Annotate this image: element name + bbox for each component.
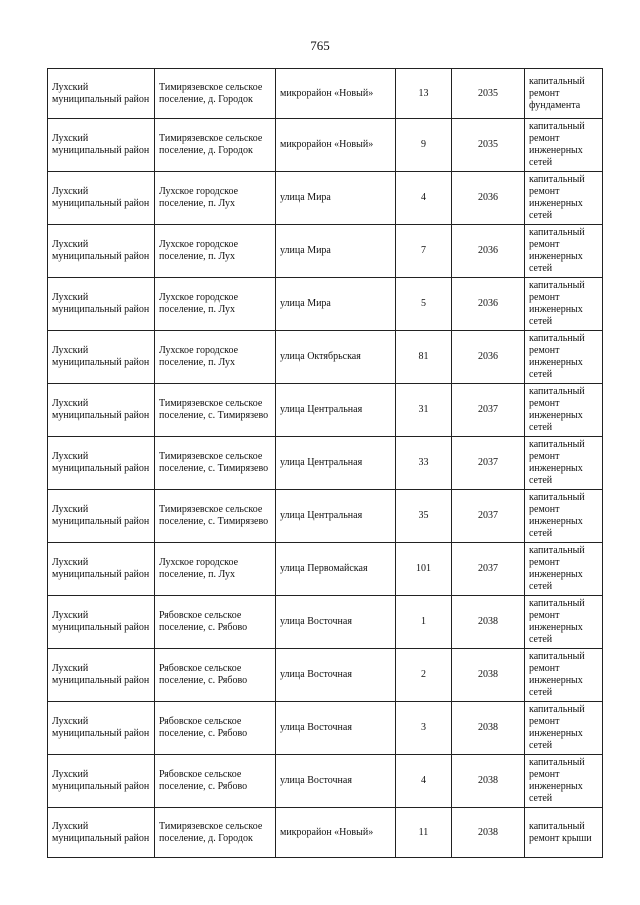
- year-cell: 2036: [452, 278, 525, 331]
- settlement-cell: Лухское городское поселение, п. Лух: [155, 331, 276, 384]
- settlement-cell: Лухское городское поселение, п. Лух: [155, 172, 276, 225]
- street-cell: улица Центральная: [276, 437, 396, 490]
- year-cell: 2035: [452, 119, 525, 172]
- street-cell: улица Первомайская: [276, 543, 396, 596]
- district-cell: Лухский муниципальный район: [48, 755, 155, 808]
- settlement-cell: Рябовское сельское поселение, с. Рябово: [155, 702, 276, 755]
- settlement-cell: Тимирязевское сельское поселение, д. Городок: [155, 119, 276, 172]
- settlement-cell: Лухское городское поселение, п. Лух: [155, 543, 276, 596]
- street-cell: микрорайон «Новый»: [276, 119, 396, 172]
- settlement-cell: Тимирязевское сельское поселение, с. Тимирязево: [155, 490, 276, 543]
- house-number-cell: 1: [396, 596, 452, 649]
- house-number-cell: 11: [396, 808, 452, 858]
- street-cell: улица Центральная: [276, 490, 396, 543]
- district-cell: Лухский муниципальный район: [48, 172, 155, 225]
- settlement-cell: Лухское городское поселение, п. Лух: [155, 278, 276, 331]
- work-type-cell: капитальный ремонт инженерных сетей: [525, 119, 603, 172]
- settlement-cell: Тимирязевское сельское поселение, д. Городок: [155, 808, 276, 858]
- district-cell: Лухский муниципальный район: [48, 808, 155, 858]
- year-cell: 2035: [452, 69, 525, 119]
- table-row: [48, 69, 603, 119]
- year-cell: 2037: [452, 543, 525, 596]
- street-cell: микрорайон «Новый»: [276, 69, 396, 119]
- district-cell: Лухский муниципальный район: [48, 225, 155, 278]
- work-type-cell: капитальный ремонт инженерных сетей: [525, 596, 603, 649]
- table-row: [48, 331, 603, 384]
- house-number-cell: 81: [396, 331, 452, 384]
- table-row: [48, 649, 603, 702]
- table-row: [48, 490, 603, 543]
- table-row: [48, 755, 603, 808]
- work-type-cell: капитальный ремонт крыши: [525, 808, 603, 858]
- table-row: [48, 702, 603, 755]
- work-type-cell: капитальный ремонт инженерных сетей: [525, 331, 603, 384]
- district-cell: Лухский муниципальный район: [48, 543, 155, 596]
- table-row: [48, 384, 603, 437]
- house-number-cell: 4: [396, 172, 452, 225]
- work-type-cell: капитальный ремонт инженерных сетей: [525, 755, 603, 808]
- work-type-cell: капитальный ремонт инженерных сетей: [525, 649, 603, 702]
- work-type-cell: капитальный ремонт инженерных сетей: [525, 384, 603, 437]
- table-row: [48, 119, 603, 172]
- settlement-cell: Рябовское сельское поселение, с. Рябово: [155, 755, 276, 808]
- table-row: [48, 596, 603, 649]
- house-number-cell: 33: [396, 437, 452, 490]
- year-cell: 2036: [452, 331, 525, 384]
- house-number-cell: 35: [396, 490, 452, 543]
- district-cell: Лухский муниципальный район: [48, 69, 155, 119]
- street-cell: улица Восточная: [276, 702, 396, 755]
- street-cell: улица Мира: [276, 172, 396, 225]
- year-cell: 2036: [452, 172, 525, 225]
- settlement-cell: Рябовское сельское поселение, с. Рябово: [155, 649, 276, 702]
- year-cell: 2038: [452, 596, 525, 649]
- table-row: [48, 225, 603, 278]
- work-type-cell: капитальный ремонт фундамента: [525, 69, 603, 119]
- work-type-cell: капитальный ремонт инженерных сетей: [525, 172, 603, 225]
- settlement-cell: Тимирязевское сельское поселение, д. Городок: [155, 69, 276, 119]
- settlement-cell: Рябовское сельское поселение, с. Рябово: [155, 596, 276, 649]
- house-number-cell: 31: [396, 384, 452, 437]
- district-cell: Лухский муниципальный район: [48, 331, 155, 384]
- table-row: [48, 172, 603, 225]
- page-number: 765: [310, 38, 330, 53]
- settlement-cell: Лухское городское поселение, п. Лух: [155, 225, 276, 278]
- year-cell: 2037: [452, 437, 525, 490]
- table-body: [48, 69, 603, 858]
- house-number-cell: 2: [396, 649, 452, 702]
- table-row: [48, 808, 603, 858]
- street-cell: улица Восточная: [276, 755, 396, 808]
- settlement-cell: Тимирязевское сельское поселение, с. Тимирязево: [155, 437, 276, 490]
- table-row: [48, 437, 603, 490]
- year-cell: 2036: [452, 225, 525, 278]
- year-cell: 2037: [452, 490, 525, 543]
- work-type-cell: капитальный ремонт инженерных сетей: [525, 278, 603, 331]
- table-row: [48, 278, 603, 331]
- work-type-cell: капитальный ремонт инженерных сетей: [525, 437, 603, 490]
- house-number-cell: 7: [396, 225, 452, 278]
- street-cell: улица Мира: [276, 278, 396, 331]
- street-cell: улица Центральная: [276, 384, 396, 437]
- district-cell: Лухский муниципальный район: [48, 649, 155, 702]
- work-type-cell: капитальный ремонт инженерных сетей: [525, 490, 603, 543]
- work-type-cell: капитальный ремонт инженерных сетей: [525, 543, 603, 596]
- year-cell: 2038: [452, 755, 525, 808]
- street-cell: улица Мира: [276, 225, 396, 278]
- house-number-cell: 3: [396, 702, 452, 755]
- district-cell: Лухский муниципальный район: [48, 278, 155, 331]
- district-cell: Лухский муниципальный район: [48, 702, 155, 755]
- house-number-cell: 5: [396, 278, 452, 331]
- district-cell: Лухский муниципальный район: [48, 119, 155, 172]
- work-type-cell: капитальный ремонт инженерных сетей: [525, 225, 603, 278]
- district-cell: Лухский муниципальный район: [48, 596, 155, 649]
- street-cell: улица Восточная: [276, 649, 396, 702]
- house-number-cell: 101: [396, 543, 452, 596]
- settlement-cell: Тимирязевское сельское поселение, с. Тимирязево: [155, 384, 276, 437]
- table-row: [48, 543, 603, 596]
- year-cell: 2037: [452, 384, 525, 437]
- repair-schedule-table: [47, 68, 603, 858]
- house-number-cell: 4: [396, 755, 452, 808]
- work-type-cell: капитальный ремонт инженерных сетей: [525, 702, 603, 755]
- house-number-cell: 13: [396, 69, 452, 119]
- street-cell: микрорайон «Новый»: [276, 808, 396, 858]
- district-cell: Лухский муниципальный район: [48, 437, 155, 490]
- street-cell: улица Восточная: [276, 596, 396, 649]
- year-cell: 2038: [452, 649, 525, 702]
- year-cell: 2038: [452, 808, 525, 858]
- house-number-cell: 9: [396, 119, 452, 172]
- year-cell: 2038: [452, 702, 525, 755]
- district-cell: Лухский муниципальный район: [48, 490, 155, 543]
- street-cell: улица Октябрьская: [276, 331, 396, 384]
- district-cell: Лухский муниципальный район: [48, 384, 155, 437]
